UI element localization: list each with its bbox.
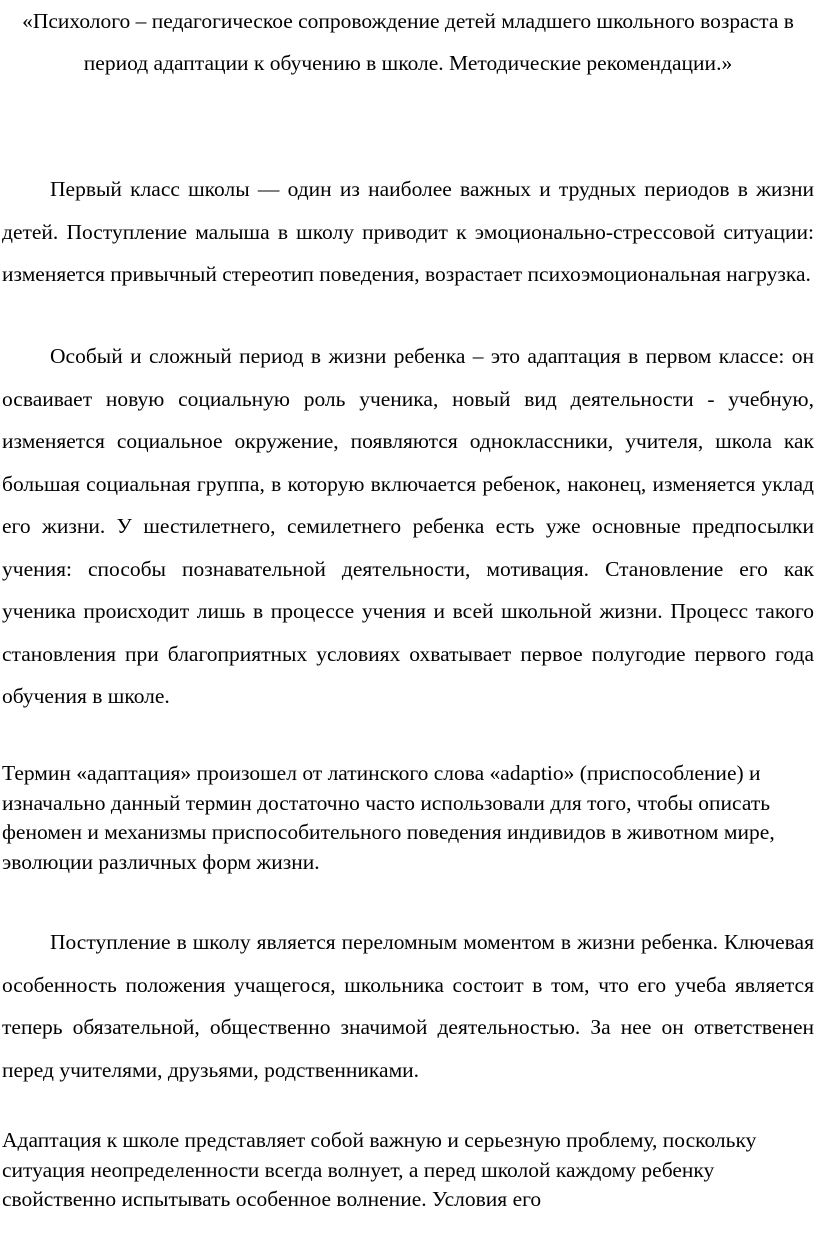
document-title: «Психолого – педагогическое сопровождение детей младшего школьного возраста в период адаптации к обучению в школе. Методические рекомендации.» [22, 9, 794, 75]
paragraph-school-adaptation-problem: Адаптация к школе представляет собой важную и серьезную проблему, поскольку ситуация неопределенности всегда волнует, а перед школой каждому ребенку свойственно испытывать особенное волнение. Условия его [2, 1128, 757, 1211]
paragraph-adaptation-period: Особый и сложный период в жизни ребенка – это адаптация в первом классе: он осваивает новую социальную роль ученика, новый вид деятельности - учебную, изменяется социальное окружение, появляются одноклассники, учителя, школа как большая социальная группа, в которую включается ребенок, наконец, изменяется уклад его жизни. У шестилетнего, семилетнего ребенка есть уже основные предпосылки учения: способы познавательной деятельности, мотивация. Становление его как ученика происходит лишь в процессе учения и всей школьной жизни. Процесс такого становления при благоприятных условиях охватывает первое полугодие первого года обучения в школе. [2, 344, 814, 708]
paragraph-first-grade: Первый класс школы — один из наиболее важных и трудных периодов в жизни детей. Поступление малыша в школу приводит к эмоционально-стрессовой ситуации: изменяется привычный стереотип поведения, возрастает психоэмоциональная нагрузка. [2, 177, 814, 286]
paragraph-term-adaptation: Термин «адаптация» произошел от латинского слова «adaptio» (приспособление) и изначально данный термин достаточно часто использовали для того, чтобы описать феномен и механизмы приспособительного поведения индивидов в животном мире, эволюции различных форм жизни. [2, 761, 775, 874]
paragraph-school-entry: Поступление в школу является переломным моментом в жизни ребенка. Ключевая особенность положения учащегося, школьника состоит в том, что его учеба является теперь обязательной, общественно значимой деятельностью. За нее он ответственен перед учителями, друзьями, родственниками. [2, 930, 814, 1082]
